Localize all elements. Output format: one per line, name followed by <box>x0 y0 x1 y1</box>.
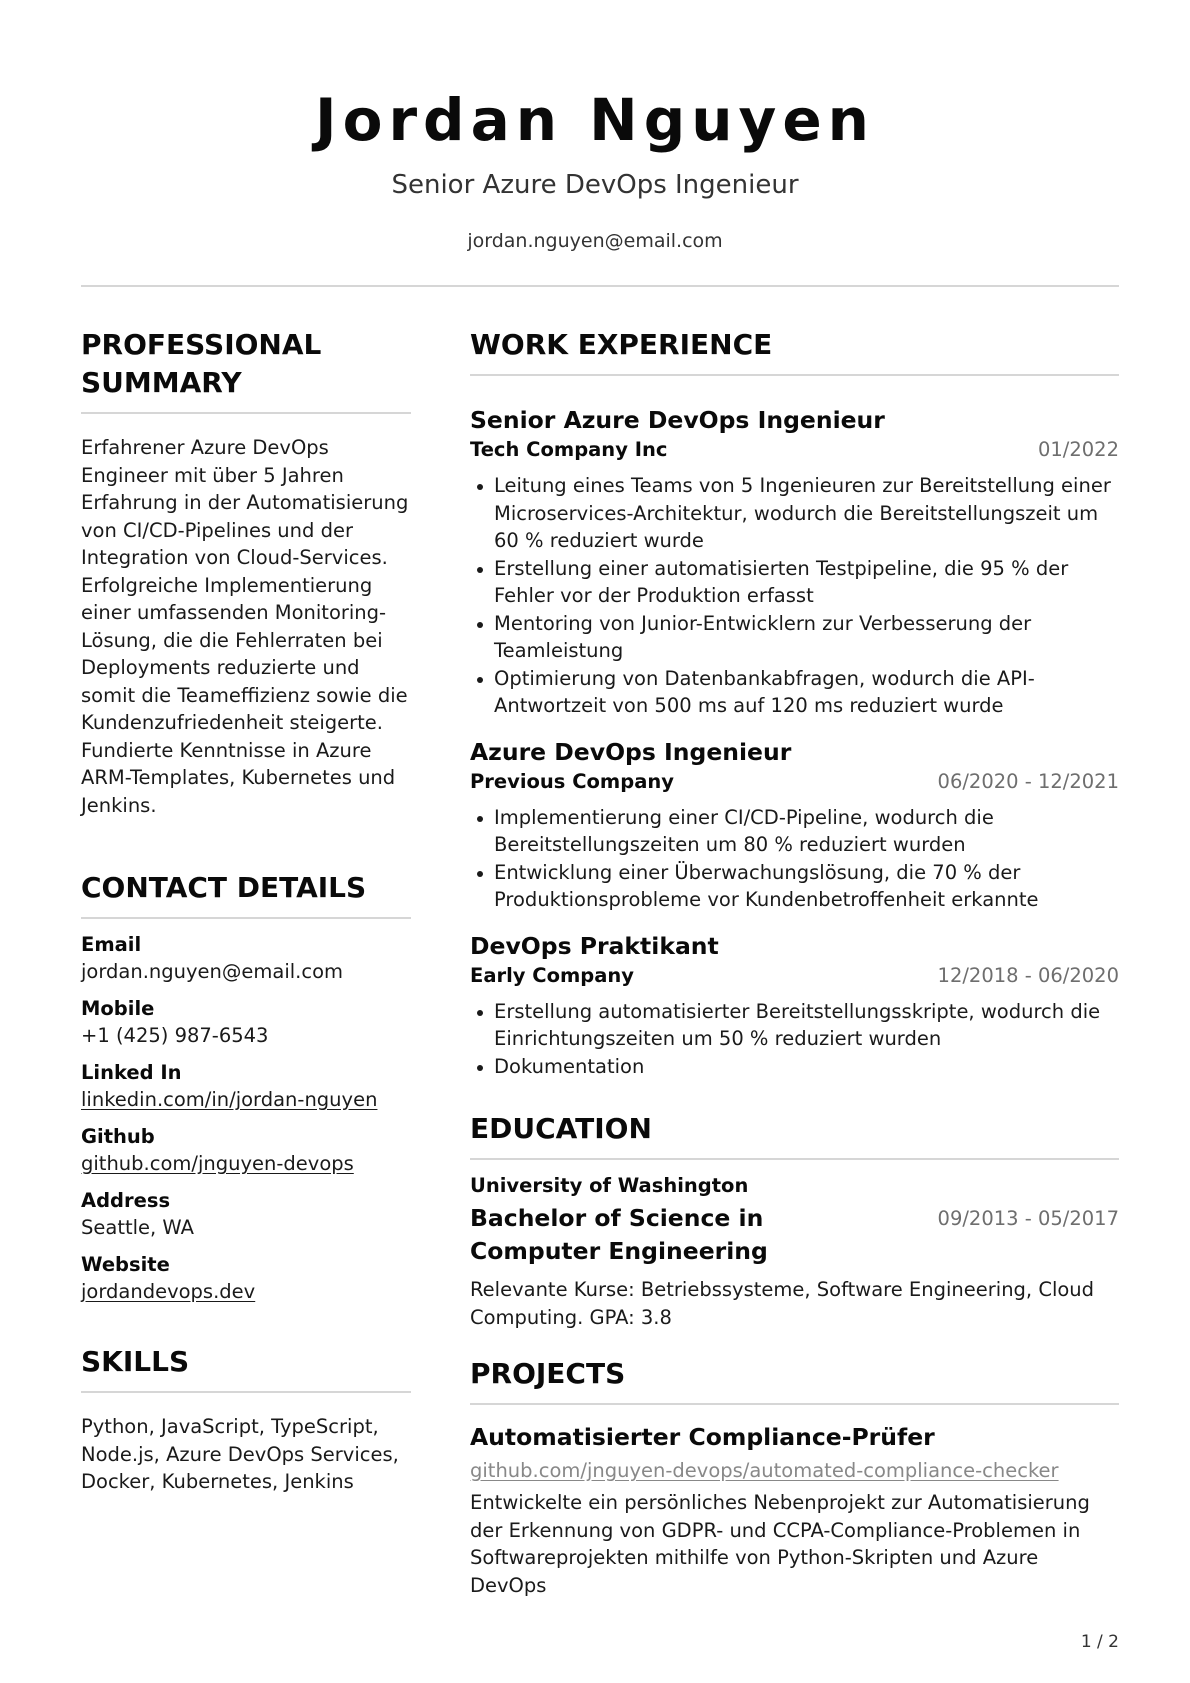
bullet-item: Erstellung automatisierter Bereitstellungsskripte, wodurch die Einrichtungszeiten um 50 % reduziert wurden <box>494 998 1119 1053</box>
bullet-item: Implementierung einer CI/CD-Pipeline, wodurch die Bereitstellungszeiten um 80 % reduziert wurden <box>494 804 1119 859</box>
header-divider <box>81 285 1119 287</box>
bullet-item: Leitung eines Teams von 5 Ingenieuren zur Bereitstellung einer Microservices-Architektur, wodurch die Bereitstellungszeit um 60 % reduziert wurde <box>494 472 1119 555</box>
linkedin-link[interactable]: linkedin.com/in/jordan-nguyen <box>81 1088 378 1111</box>
skills-heading: SKILLS <box>81 1345 190 1378</box>
company-name: Tech Company Inc <box>470 438 668 461</box>
school-name: University of Washington <box>470 1174 749 1197</box>
experience-divider <box>470 374 1119 376</box>
education-description: Relevante Kurse: Betriebssysteme, Software Engineering, Cloud Computing. GPA: 3.8 <box>470 1278 1095 1329</box>
contact-list <box>81 931 411 1305</box>
job-meta <box>470 436 1119 464</box>
job-entry <box>470 736 1119 914</box>
skills-section <box>81 1343 411 1496</box>
contact-address-value: Seattle, WA <box>81 1216 194 1239</box>
education-heading: EDUCATION <box>470 1112 652 1145</box>
summary-section <box>81 326 411 819</box>
contact-divider <box>81 917 411 919</box>
contact-address <box>81 1187 411 1241</box>
job-bullets <box>470 998 1119 1081</box>
contact-label: Mobile <box>81 997 155 1020</box>
degree-title: Bachelor of Science in Computer Engineering <box>470 1204 768 1265</box>
header-email: jordan.nguyen@email.com <box>467 230 723 252</box>
education-divider <box>470 1158 1119 1160</box>
candidate-name: Jordan Nguyen <box>315 86 875 154</box>
contact-heading: CONTACT DETAILS <box>81 871 367 904</box>
job-dates: 06/2020 - 12/2021 <box>937 769 1119 793</box>
experience-section <box>470 326 1119 1080</box>
summary-heading: PROFESSIONAL SUMMARY <box>81 328 322 399</box>
contact-section <box>81 869 411 1305</box>
project-entry <box>470 1421 1119 1599</box>
job-entry-title: DevOps Praktikant <box>470 931 719 960</box>
bullet-item: Mentoring von Junior-Entwicklern zur Verbesserung der Teamleistung <box>494 610 1119 665</box>
projects-heading: PROJECTS <box>470 1357 626 1390</box>
job-meta <box>470 962 1119 990</box>
contact-label: Email <box>81 933 142 956</box>
contact-github <box>81 1123 411 1177</box>
contact-mobile-value: +1 (425) 987-6543 <box>81 1024 269 1047</box>
project-title: Automatisierter Compliance-Prüfer <box>470 1423 935 1451</box>
github-link[interactable]: github.com/jnguyen-devops <box>81 1152 354 1175</box>
contact-linkedin <box>81 1059 411 1113</box>
job-bullets <box>470 804 1119 914</box>
job-meta <box>470 768 1119 796</box>
education-section <box>470 1110 1119 1331</box>
projects-divider <box>470 1403 1119 1405</box>
bullet-item: Optimierung von Datenbankabfragen, wodurch die API-Antwortzeit von 500 ms auf 120 ms reduziert wurde <box>494 665 1119 720</box>
skills-text: Python, JavaScript, TypeScript, Node.js, Azure DevOps Services, Docker, Kubernetes, Jenkins <box>81 1415 399 1493</box>
bullet-item: Dokumentation <box>494 1053 1119 1081</box>
contact-email-value: jordan.nguyen@email.com <box>81 960 344 983</box>
education-dates: 09/2013 - 05/2017 <box>937 1207 1119 1230</box>
page-number: 1 / 2 <box>1080 1632 1119 1652</box>
job-dates: 12/2018 - 06/2020 <box>937 963 1119 987</box>
job-dates: 01/2022 <box>1037 438 1119 461</box>
contact-mobile <box>81 995 411 1049</box>
skills-divider <box>81 1391 411 1393</box>
contact-label: Linked In <box>81 1061 182 1084</box>
left-column <box>81 326 411 1496</box>
project-link[interactable]: github.com/jnguyen-devops/automated-compliance-checker <box>470 1459 1059 1482</box>
job-title: Senior Azure DevOps Ingenieur <box>391 170 799 200</box>
right-column <box>470 326 1119 1599</box>
project-description: Entwickelte ein persönliches Nebenprojekt zur Automatisierung der Erkennung von GDPR- und CCPA-Compliance-Problemen in Softwareprojekten mithilfe von Python-Skripten und Azure DevOps <box>470 1491 1090 1597</box>
projects-section <box>470 1355 1119 1599</box>
summary-divider <box>81 412 411 414</box>
website-link[interactable]: jordandevops.dev <box>81 1280 256 1303</box>
job-entry-title: Senior Azure DevOps Ingenieur <box>470 406 885 434</box>
job-entry <box>470 930 1119 1081</box>
company-name: Early Company <box>470 963 635 987</box>
job-entry-title: Azure DevOps Ingenieur <box>470 737 792 766</box>
contact-email <box>81 931 411 985</box>
contact-label: Github <box>81 1125 155 1148</box>
job-bullets <box>470 472 1119 720</box>
contact-website <box>81 1251 411 1305</box>
summary-text: Erfahrener Azure DevOps Engineer mit über 5 Jahren Erfahrung in der Automatisierung von CI/CD-Pipelines und der Integration von Cloud-Services. Erfolgreiche Implementierung einer umfassenden Monitoring-Lösung, die die Fehlerraten bei Deployments reduzierte und somit die Teameffizienz sowie die Kundenzufriedenheit steigerte. Fundierte Kenntnisse in Azure ARM-Templates, Kubernetes und Jenkins. <box>81 436 409 817</box>
bullet-item: Erstellung einer automatisierten Testpipeline, die 95 % der Fehler vor der Produktion erfasst <box>494 555 1119 610</box>
job-entry <box>470 404 1119 720</box>
company-name: Previous Company <box>470 769 674 793</box>
contact-label: Address <box>81 1189 171 1212</box>
bullet-item: Entwicklung einer Überwachungslösung, die 70 % der Produktionsprobleme vor Kundenbetroffenheit erkannte <box>494 859 1119 914</box>
contact-label: Website <box>81 1253 170 1276</box>
experience-heading: WORK EXPERIENCE <box>470 328 773 361</box>
education-meta <box>470 1202 1119 1268</box>
